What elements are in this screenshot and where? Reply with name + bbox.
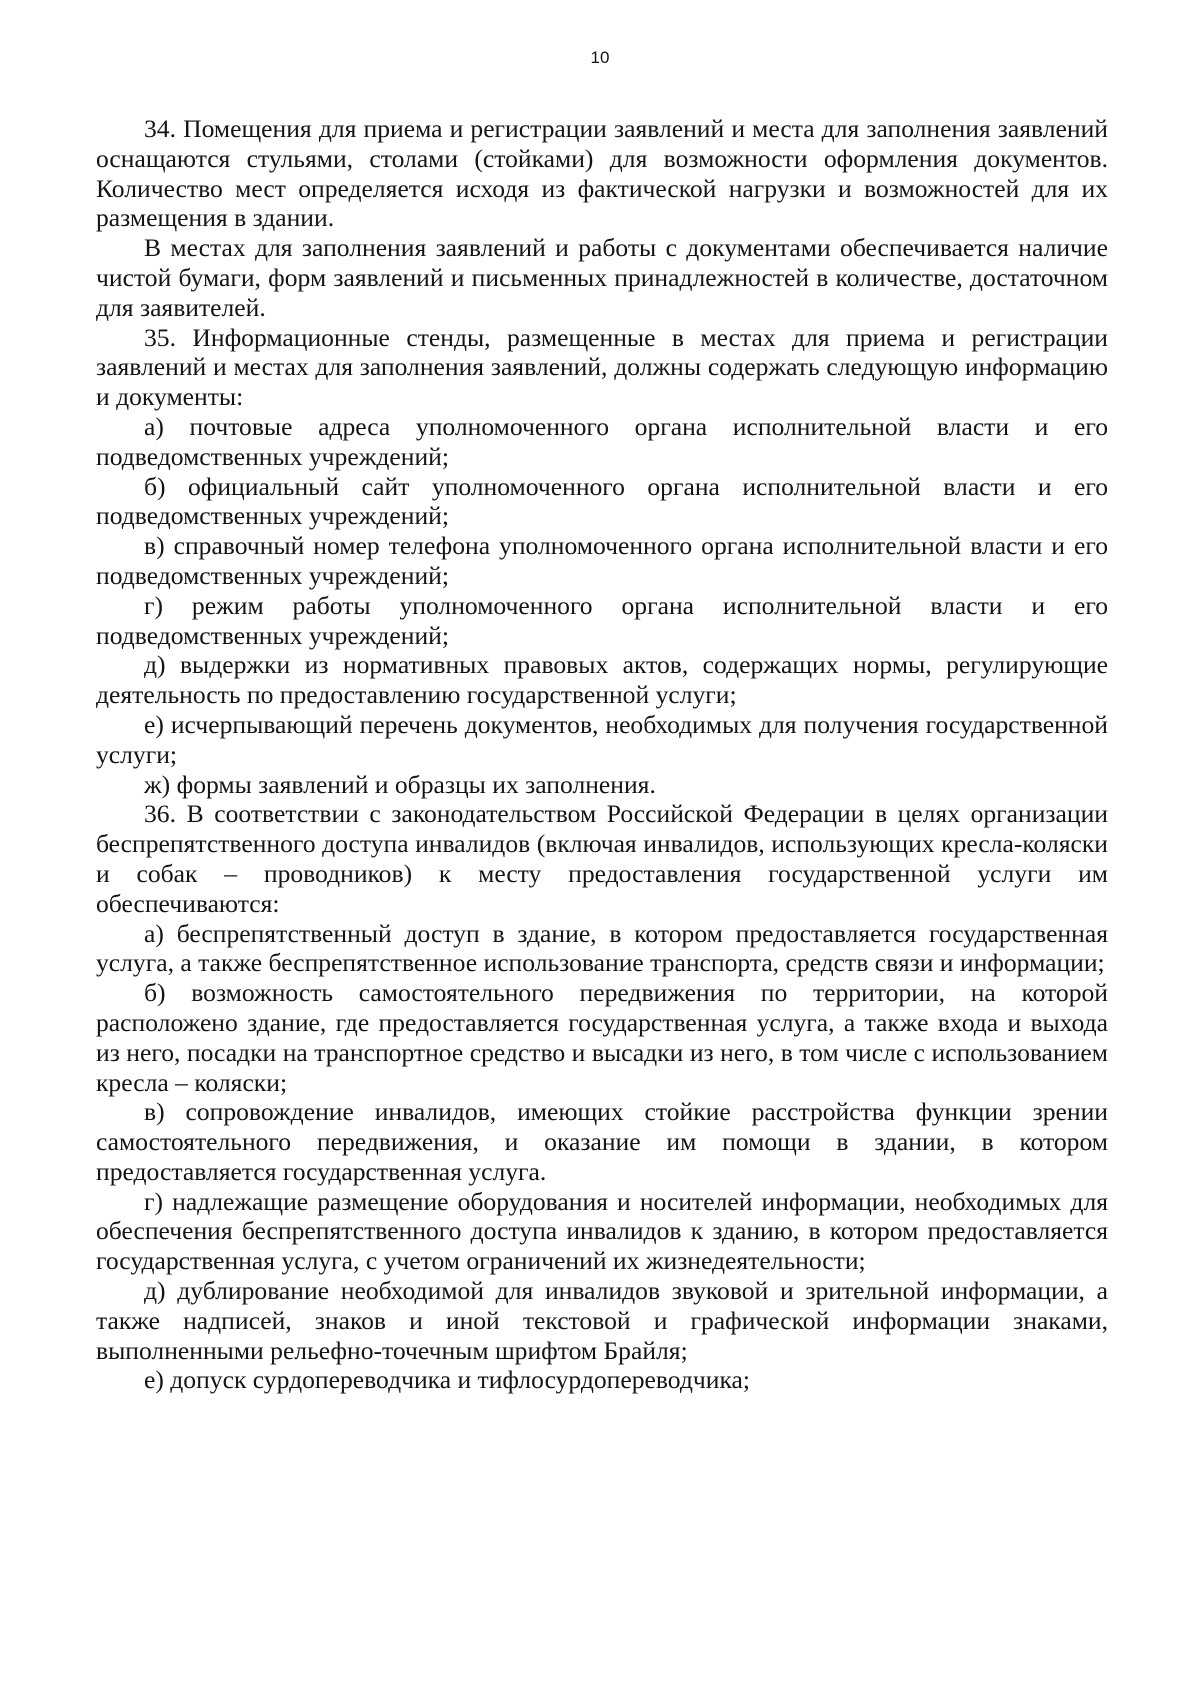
document-body <box>96 114 1108 1395</box>
page-number: 10 <box>590 48 610 67</box>
list-item-36-b: б) возможность самостоятельного передвижения по территории, на которой расположено здание, где предоставляется государственная услуга, а также входа и выхода из него, посадки на транспортное средство и высадки из него, в том числе с использованием кресла – коляски; <box>96 978 1108 1097</box>
list-item-35-g: г) режим работы уполномоченного органа исполнительной власти и его подведомственных учреждений; <box>96 590 1108 650</box>
list-item-36-g: г) надлежащие размещение оборудования и носителей информации, необходимых для обеспечения беспрепятственного доступа инвалидов к зданию, в котором предоставляется государственная услуга, с учетом ограничений их жизнедеятельности; <box>96 1186 1108 1276</box>
list-item-35-zh: ж) формы заявлений и образцы их заполнения. <box>144 769 656 799</box>
list-item-35-e: е) исчерпывающий перечень документов, необходимых для получения государственной услуги; <box>96 709 1108 769</box>
list-item-35-d: д) выдержки из нормативных правовых актов, содержащих нормы, регулирующие деятельность по предоставлению государственной услуги; <box>96 650 1108 710</box>
list-item-36-a: а) беспрепятственный доступ в здание, в котором предоставляется государственная услуга, а также беспрепятственное использование транспорта, средств связи и информации; <box>96 918 1108 978</box>
paragraph-36: 36. В соответствии с законодательством Российской Федерации в целях организации беспрепятственного доступа инвалидов (включая инвалидов, использующих кресла-коляски и собак – проводников) к месту предоставления государственной услуги им обеспечиваются: <box>96 799 1108 918</box>
list-item-35-a: а) почтовые адреса уполномоченного органа исполнительной власти и его подведомственных учреждений; <box>96 411 1108 471</box>
paragraph-35: 35. Информационные стенды, размещенные в местах для приема и регистрации заявлений и местах для заполнения заявлений, должны содержать следующую информацию и документы: <box>96 322 1108 412</box>
list-item-35-v: в) справочный номер телефона уполномоченного органа исполнительной власти и его подведомственных учреждений; <box>96 531 1108 590</box>
paragraph-34-continued: В местах для заполнения заявлений и работы с документами обеспечивается наличие чистой бумаги, форм заявлений и письменных принадлежностей в количестве, достаточном для заявителей. <box>96 233 1108 322</box>
list-item-36-d: д) дублирование необходимой для инвалидов звуковой и зрительной информации, а также надписей, знаков и иной текстовой и графической информации знаками, выполненными рельефно-точечным шрифтом Брайля; <box>96 1276 1108 1365</box>
list-item-35-b: б) официальный сайт уполномоченного органа исполнительной власти и его подведомственных учреждений; <box>96 471 1108 531</box>
list-item-36-v: в) сопровождение инвалидов, имеющих стойкие расстройства функции зрении самостоятельного передвижения, и оказание им помощи в здании, в котором предоставляется государственная услуга. <box>96 1097 1108 1186</box>
list-item-36-e: е) допуск сурдопереводчика и тифлосурдопереводчика; <box>144 1365 750 1395</box>
paragraph-34: 34. Помещения для приема и регистрации заявлений и места для заполнения заявлений оснащаются стульями, столами (стойками) для возможности оформления документов. Количество мест определяется исходя из фактической нагрузки и возможностей для их размещения в здании. <box>96 114 1108 233</box>
